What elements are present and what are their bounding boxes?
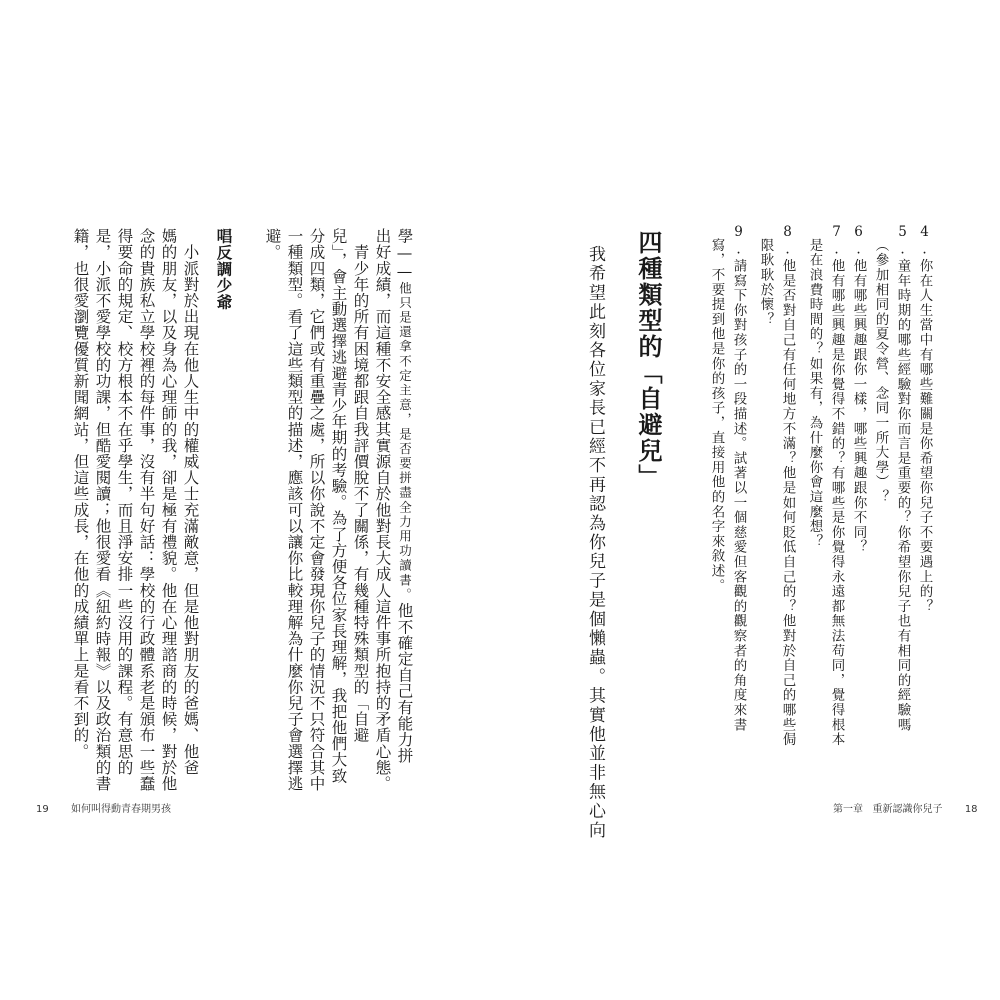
body-column-1-tail: 他不確定自己有能力拼 [395,602,414,764]
body-column-10: 念的貴族私立學校裡的每件事，沒有半句好話：學校的行政體系老是頒布一些蠢 [137,228,156,792]
question-7: 7.他有哪些興趣是你覺得不錯的？有哪些是你覺得永遠都無法苟同，覺得根本 [828,224,845,747]
page-number-left: 19 [36,804,49,815]
body-column-2: 出好成績，而這種不安全感其實源自於他對長大成人這件事所抱持的矛盾心態。 [373,228,392,792]
body-column-13: 籍，也很愛瀏覽優質新聞網站，但這些成長，在他的成績單上是看不到的。 [71,228,90,760]
body-column-3: 青少年的所有困境都跟自我評價脫不了關係，有幾種特殊類型的「自避 [351,228,370,744]
footer-chapter: 第一章 [833,804,863,815]
question-4: 4.你在人生當中有哪些難關是你希望你兒子不要遇上的？ [916,224,933,614]
right-footer [833,800,978,815]
subheading: 唱反調少爺 [214,228,233,311]
question-9: 9.請寫下你對孩子的一段描述。試著以一個慈愛但客觀的觀察者的角度來書 [730,224,747,733]
body-column-11: 得要命的規定、校方根本不在乎學生，而且淨安排一些沒用的課程。有意思的 [115,228,134,776]
page-number-right: 18 [964,804,978,815]
lead-line: 我希望此刻各位家長已經不再認為你兒子是個懶蟲。其實他並非無心向 [585,245,605,841]
body-column-5: 分成四類，它們或有重疊之處，所以你說不定會發現你兒子的情況不只符合其中 [307,228,326,792]
note-intro: 學—— [395,228,414,282]
note-text: 他只是還拿不定主意，是否要拼盡全力用功讀書。 [397,281,413,603]
question-5: 5.童年時期的哪些經驗對你而言是重要的？你希望你兒子也有相同的經驗嗎 [894,224,911,733]
question-6: 6.他有哪些興趣跟你一樣，哪些興趣跟你不同？ [850,224,867,555]
footer-chapter-title: 重新認識你兒子 [872,804,943,815]
body-column-6: 一種類型。看了這些類型的描述，應該可以讓你比較理解為什麼你兒子會選擇逃 [285,228,304,792]
question-9-continued: 寫，不要提到他是你的孩子，直接用他的名字來敘述。 [708,238,725,594]
footer-book-title: 如何叫得動青春期男孩 [71,804,171,815]
body-column-12: 是，小派不愛學校的功課，但酷愛閱讀；他很愛看《紐約時報》以及政治類的書 [93,228,112,792]
section-heading: 四種類型的「自避兒」 [634,230,662,490]
question-8-continued: 限耿耿於懷？ [757,238,774,327]
left-footer [36,800,171,815]
question-8: 8.他是否對自己有任何地方不滿？他是如何貶低自己的？他對於自己的哪些侷 [779,224,796,747]
body-column-9: 媽的朋友，以及身為心理師的我，卻是極有禮貌。他在心理諮商的時候，對於他 [159,228,178,792]
body-column-4: 兒」，會主動選擇逃避青少年期的考驗。為了方便各位家長理解，我把他們大致 [329,228,348,784]
body-column-1 [396,228,412,764]
question-5-continued: （參加相同的夏令營、念同一所大學）？ [872,238,889,505]
body-column-7: 避。 [263,228,282,261]
question-7-continued: 是在浪費時間的？如果有，為什麼你會這麼想？ [806,238,823,549]
body-column-8: 小派對於出現在他人生中的權威人士充滿敵意，但是他對朋友的爸媽、他爸 [181,228,200,776]
